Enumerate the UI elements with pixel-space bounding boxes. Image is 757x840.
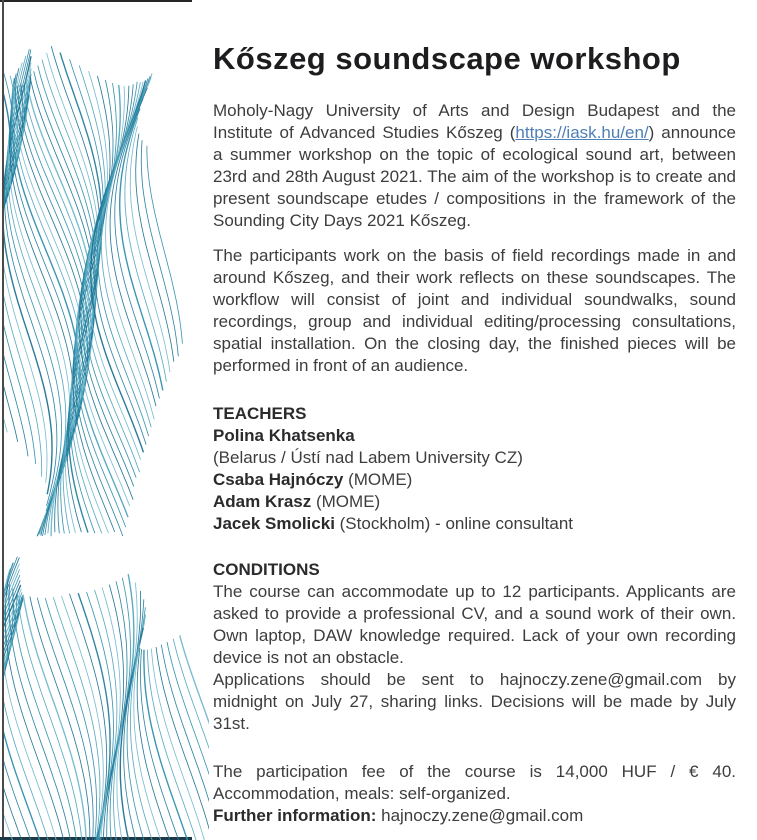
- further-info-line: [213, 805, 736, 827]
- waveform-line-art-top: [4, 32, 199, 537]
- further-info-email: hajnoczy.zene@gmail.com: [376, 806, 584, 825]
- intro-paragraph: [213, 100, 736, 232]
- teacher-name: Jacek Smolicki: [213, 514, 335, 533]
- teacher-name: Adam Krasz: [213, 492, 312, 511]
- teacher-detail: (MOME): [311, 492, 381, 511]
- description-paragraph: The participants work on the basis of field recordings made in and around Kőszeg, and their work reflects on these soundscapes. The workflow will consist of joint and individual soundwalks, sound recordings, group and individual editing/processing consultations, spatial installation. On the closing day, the finished pieces will be performed in front of an audience.: [213, 246, 736, 375]
- page-left-edge: [2, 0, 4, 840]
- page-title: Kőszeg soundscape workshop: [213, 41, 681, 76]
- teacher-row: [213, 425, 736, 447]
- text-column: [213, 0, 736, 827]
- fee-paragraph: The participation fee of the course is 14,000 HUF / € 40. Accommodation, meals: self-organized.: [213, 762, 736, 803]
- page-top-edge: [0, 0, 192, 2]
- teacher-detail: (MOME): [343, 470, 413, 489]
- waveform-line-art-bottom: [4, 548, 209, 840]
- teacher-row: [213, 469, 736, 491]
- intro-text-before-link: Moholy-Nagy University of Arts and Design Budapest and the Institute of Advanced Studies Kőszeg (: [213, 101, 736, 142]
- teachers-heading: TEACHERS: [213, 404, 307, 423]
- teacher-detail: (Stockholm) - online consultant: [334, 514, 574, 533]
- teacher-name: Csaba Hajnóczy: [213, 470, 344, 489]
- teacher-row: [213, 491, 736, 513]
- conditions-heading: CONDITIONS: [213, 560, 320, 579]
- applications-paragraph: Applications should be sent to hajnoczy.zene@gmail.com by midnight on July 27, sharing links. Decisions will be made by July 31st.: [213, 670, 736, 733]
- teacher-row: [213, 447, 736, 469]
- iask-link[interactable]: https://iask.hu/en/: [515, 123, 649, 142]
- teacher-row: [213, 513, 736, 535]
- further-info-label: Further information:: [213, 806, 377, 825]
- conditions-paragraph: The course can accommodate up to 12 participants. Applicants are asked to provide a professional CV, and a sound work of their own. Own laptop, DAW knowledge required. Lack of your own recording device is not an obstacle.: [213, 582, 736, 667]
- teacher-detail: (Belarus / Ústí nad Labem University CZ): [213, 448, 523, 467]
- intro-text-after-link: ) announce a summer workshop on the topic of ecological sound art, between 23rd and 28th August 2021. The aim of the workshop is to create and present soundscape etudes / compositions in the framework of the Sounding City Days 2021 Kőszeg.: [213, 123, 736, 230]
- teacher-name: Polina Khatsenka: [213, 426, 355, 445]
